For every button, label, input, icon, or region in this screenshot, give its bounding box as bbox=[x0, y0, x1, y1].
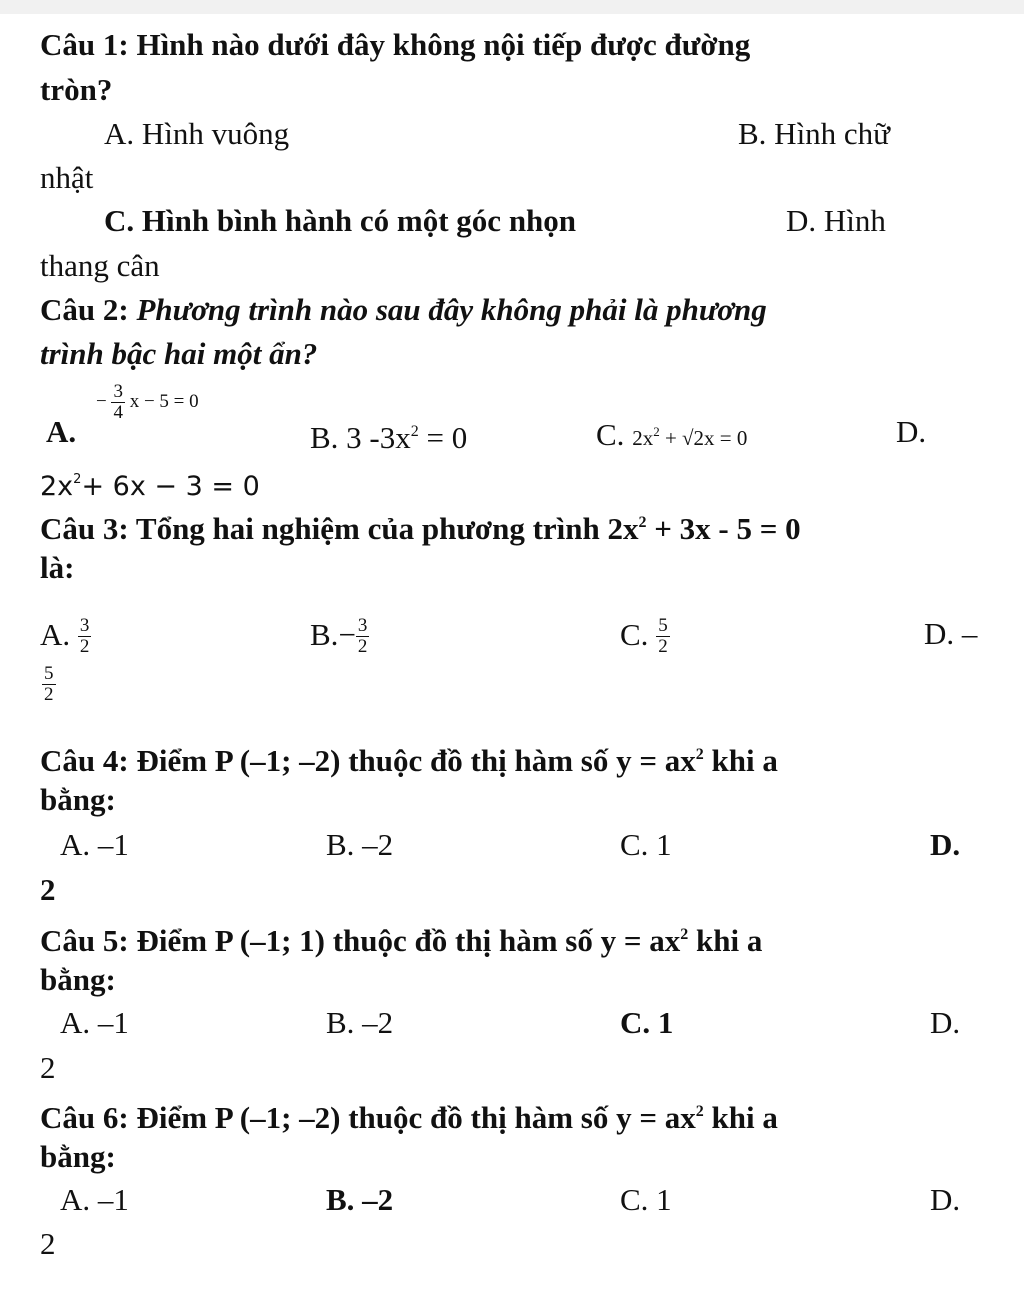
q3-option-d-expr bbox=[42, 664, 56, 705]
q4-title-exp: 2 bbox=[695, 746, 704, 763]
q2-option-a-expr bbox=[96, 382, 199, 423]
q2-option-a-num: 3 bbox=[113, 381, 123, 402]
q1-option-a: A. Hình vuông bbox=[104, 116, 290, 151]
q1-option-b: B. Hình chữ bbox=[738, 116, 890, 151]
q2-option-d-text: 2x bbox=[40, 471, 74, 502]
q2-option-d-label: D. bbox=[896, 414, 927, 449]
q2-option-a-minus: − bbox=[96, 390, 107, 412]
q1-title-line2: tròn? bbox=[40, 72, 113, 107]
q3-title-line1 bbox=[40, 505, 801, 547]
q5-option-c: C. 1 bbox=[620, 1005, 674, 1040]
q3-title-rest: + 3x - 5 = 0 bbox=[646, 511, 801, 546]
q5-option-d-cont: 2 bbox=[40, 1050, 56, 1085]
q5-option-b: B. –2 bbox=[326, 1005, 394, 1040]
q2-option-c-text: 2x bbox=[632, 426, 654, 450]
q4-option-a: A. –1 bbox=[60, 827, 129, 862]
q6-option-a: A. –1 bbox=[60, 1182, 129, 1217]
q2-option-b bbox=[310, 414, 467, 456]
q3-option-d-den: 2 bbox=[44, 684, 54, 706]
q2-option-c-label: C. bbox=[596, 417, 625, 452]
q6-option-c: C. 1 bbox=[620, 1182, 672, 1217]
q3-option-a-label: A. bbox=[40, 617, 71, 652]
q3-option-a-num: 3 bbox=[79, 615, 90, 636]
q4-title-line1 bbox=[40, 737, 778, 779]
q3-option-d-label: D. – bbox=[924, 616, 978, 651]
q5-title-line2: bằng: bbox=[40, 962, 116, 997]
q2-option-a-rest: x − 5 = 0 bbox=[129, 390, 199, 412]
q3-option-b-label: B. bbox=[310, 617, 339, 652]
q6-option-d-cont: 2 bbox=[40, 1226, 56, 1261]
q2-option-b-exp: 2 bbox=[410, 423, 419, 440]
q2-option-a-label: A. bbox=[46, 414, 77, 449]
q3-option-c-label: C. bbox=[620, 617, 649, 652]
q2-title-line1 bbox=[40, 292, 767, 328]
q6-title-rest: khi a bbox=[703, 1100, 778, 1135]
q4-option-c: C. 1 bbox=[620, 827, 672, 862]
q4-title-text: Câu 4: Điểm P (–1; –2) thuộc đồ thị hàm số y = ax bbox=[40, 743, 696, 778]
q3-option-a-den: 2 bbox=[79, 636, 90, 657]
q3-option-b-den: 2 bbox=[357, 636, 368, 657]
q3-option-b-num: 3 bbox=[357, 615, 368, 636]
q3-option-a-fraction bbox=[78, 616, 92, 657]
q6-option-d: D. bbox=[930, 1182, 961, 1217]
q4-option-b: B. –2 bbox=[326, 827, 394, 862]
q1-option-d-cont: thang cân bbox=[40, 248, 160, 283]
q2-option-c-exp: 2 bbox=[653, 424, 660, 439]
q5-title-line1 bbox=[40, 917, 762, 959]
q3-option-d-num: 5 bbox=[44, 663, 54, 685]
q3-option-b bbox=[310, 616, 369, 657]
q3-title-text: Câu 3: Tổng hai nghiệm của phương trình 2x bbox=[40, 511, 639, 546]
q4-title-line2: bằng: bbox=[40, 782, 116, 817]
q2-option-c bbox=[596, 414, 747, 456]
q3-title-exp: 2 bbox=[638, 514, 647, 531]
q5-title-rest: khi a bbox=[688, 923, 763, 958]
q2-option-d-exp: 2 bbox=[73, 472, 82, 487]
q3-option-a bbox=[40, 616, 91, 657]
q2-title-text: Phương trình nào sau đây không phải là phương bbox=[136, 292, 767, 327]
q6-title-text: Câu 6: Điểm P (–1; –2) thuộc đồ thị hàm số y = ax bbox=[40, 1100, 696, 1135]
top-bar bbox=[0, 0, 1024, 14]
q2-option-c-rest: + √2x = 0 bbox=[659, 426, 748, 450]
q4-option-d: D. bbox=[930, 827, 961, 862]
q3-title-line2: là: bbox=[40, 550, 75, 585]
q6-title-line2: bằng: bbox=[40, 1139, 116, 1174]
q1-option-d: D. Hình bbox=[786, 203, 886, 238]
q2-option-b-rest: = 0 bbox=[418, 420, 468, 455]
q2-label: Câu 2: bbox=[40, 292, 129, 327]
q1-option-b-cont: nhật bbox=[40, 160, 94, 195]
q5-option-d: D. bbox=[930, 1005, 961, 1040]
q2-option-d-rest: + 6x − 3 = 0 bbox=[81, 471, 260, 502]
q5-title-exp: 2 bbox=[680, 926, 689, 943]
q2-title-line2: trình bậc hai một ẩn? bbox=[40, 336, 318, 371]
q2-option-c-expr bbox=[632, 426, 747, 450]
q2-option-b-text: B. 3 -3x bbox=[310, 420, 411, 455]
q6-option-b: B. –2 bbox=[326, 1182, 394, 1217]
q3-option-c bbox=[620, 616, 670, 657]
q3-option-b-fraction bbox=[356, 616, 370, 657]
q3-option-d-fraction bbox=[42, 664, 56, 705]
q3-option-c-fraction bbox=[656, 616, 670, 657]
q3-option-c-num: 5 bbox=[658, 615, 668, 636]
q6-title-exp: 2 bbox=[695, 1103, 704, 1120]
q4-title-rest: khi a bbox=[703, 743, 778, 778]
q1-option-c: C. Hình bình hành có một góc nhọn bbox=[104, 203, 577, 238]
q3-option-b-sign: − bbox=[338, 617, 356, 652]
q4-option-d-cont: 2 bbox=[40, 872, 56, 907]
q2-option-a-den: 4 bbox=[113, 402, 123, 423]
q5-option-a: A. –1 bbox=[60, 1005, 129, 1040]
q5-title-text: Câu 5: Điểm P (–1; 1) thuộc đồ thị hàm số y = ax bbox=[40, 923, 681, 958]
q1-title-line1: Câu 1: Hình nào dưới đây không nội tiếp được đường bbox=[40, 27, 751, 62]
q2-option-d-expr bbox=[40, 462, 260, 505]
q3-option-c-den: 2 bbox=[658, 636, 668, 657]
q2-option-a-fraction bbox=[111, 382, 125, 423]
q6-title-line1 bbox=[40, 1094, 778, 1136]
